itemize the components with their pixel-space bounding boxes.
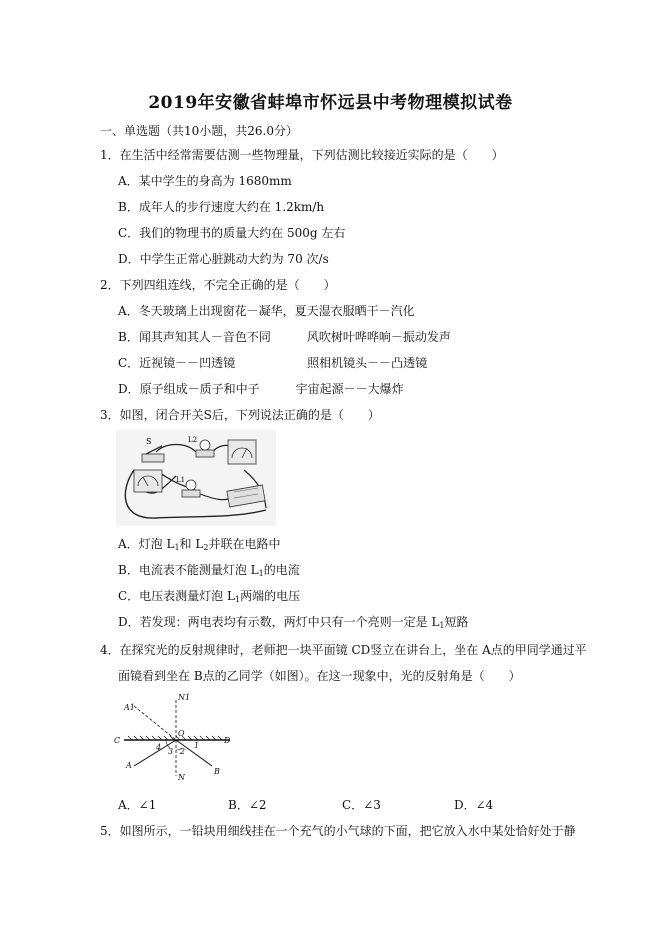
label-angle-3: 3 bbox=[168, 747, 174, 756]
question-4-option-a: A．∠1 bbox=[118, 798, 157, 812]
label-b: B bbox=[214, 767, 220, 776]
label-a1: A1 bbox=[124, 703, 135, 712]
question-4-option-d: D．∠4 bbox=[454, 798, 494, 812]
label-c: C bbox=[114, 736, 121, 745]
question-4-option-b: B．∠2 bbox=[228, 798, 267, 812]
lamp-l1-label: L1 bbox=[176, 476, 186, 484]
question-3-option-a: A．灯泡 $L_1$和 $L_2$并联在电路中 bbox=[118, 537, 281, 552]
question-2-stem: 2．下列四组连线，不完全正确的是（ ） bbox=[100, 278, 336, 292]
reflection-figure bbox=[112, 692, 238, 784]
question-3-option-d: D．若发现：两电表均有示数，两灯中只有一个亮则一定是 $L_1$短路 bbox=[118, 615, 469, 630]
label-o: O bbox=[178, 729, 185, 738]
lamp-l2-label: L2 bbox=[188, 436, 198, 444]
label-d: D bbox=[224, 736, 231, 745]
question-1-option-b: B．成年人的步行速度大约在 1.2km/h bbox=[118, 200, 325, 214]
question-1-option-d: D．中学生正常心脏跳动大约为 70 次/s bbox=[118, 252, 329, 266]
question-4-stem-line-2: 面镜看到坐在 B点的乙同学（如图）。在这一现象中，光的反射角是（ ） bbox=[118, 669, 521, 683]
switch-s-body bbox=[142, 454, 164, 462]
label-angle-4: 4 bbox=[156, 743, 162, 752]
question-3-stem: 3．如图，闭合开关S后，下列说法正确的是（ ） bbox=[100, 408, 380, 422]
section-heading: 一、单选题（共10小题，共26.0分） bbox=[100, 124, 298, 138]
question-2-option-d: D．原子组成－质子和中子 宇宙起源－－大爆炸 bbox=[118, 382, 404, 396]
question-1-option-c: C．我们的物理书的质量大约在 500g 左右 bbox=[118, 226, 346, 240]
question-3-option-b: B．电流表不能测量灯泡 $L_1$的电流 bbox=[118, 563, 300, 578]
question-2-option-a: A．冬天玻璃上出现窗花－凝华，夏天湿衣服晒干－汽化 bbox=[118, 304, 415, 318]
page-title: 2019年安徽省蚌埠市怀远县中考物理模拟试卷 bbox=[148, 93, 513, 113]
label-angle-1: 1 bbox=[194, 741, 200, 750]
question-2-option-c: C．近视镜－－凹透镜 照相机镜头－－凸透镜 bbox=[118, 356, 428, 370]
label-a: A bbox=[126, 761, 132, 770]
question-4-option-c: C．∠3 bbox=[342, 798, 381, 812]
question-1-stem: 1．在生活中经常需要估测一些物理量，下列估测比较接近实际的是（ ） bbox=[100, 148, 504, 162]
question-5-stem: 5．如图所示，一铅块用细线挂在一个充气的小气球的下面，把它放入水中某处恰好处于静 bbox=[100, 824, 576, 838]
label-angle-2: 2 bbox=[180, 747, 186, 756]
question-1-option-a: A．某中学生的身高为 1680mm bbox=[118, 174, 292, 188]
question-3-option-c: C．电压表测量灯泡 $L_1$两端的电压 bbox=[118, 589, 301, 604]
question-4-stem-line-1: 4．在探究光的反射规律时，老师把一块平面镜 CD竖立在讲台上，坐在 A点的甲同学通过平 bbox=[100, 643, 587, 657]
question-2-option-b: B．闻其声知其人－音色不同 风吹树叶哗哗响－振动发声 bbox=[118, 330, 451, 344]
label-n1: N1 bbox=[178, 693, 191, 702]
circuit-figure bbox=[116, 430, 276, 526]
label-n: N bbox=[178, 773, 185, 782]
switch-s-label: S bbox=[146, 437, 152, 446]
